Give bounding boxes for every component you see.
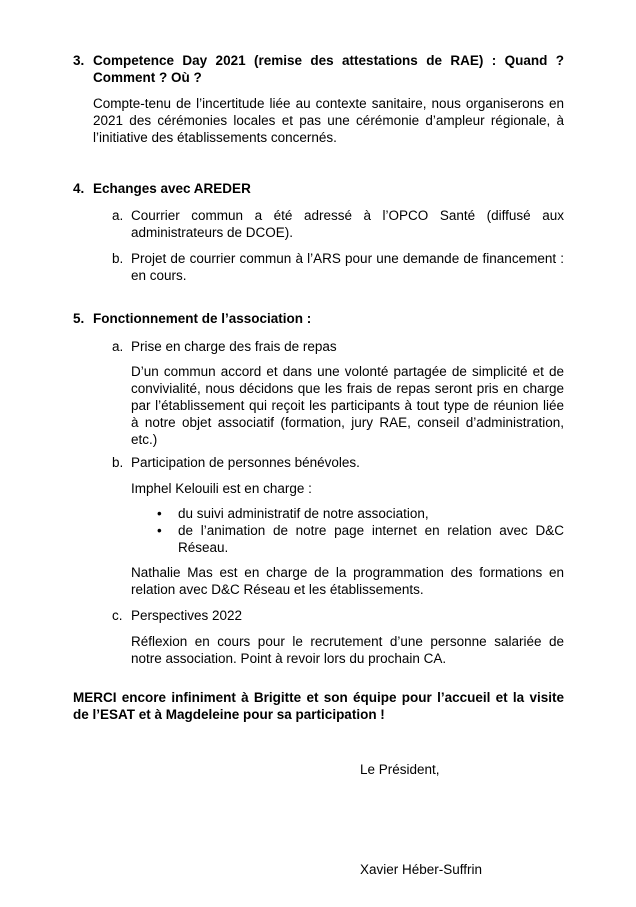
item-c-text: Perspectives 2022: [131, 608, 243, 623]
item-b-bullet-list: [73, 505, 564, 556]
bullet-icon: •: [157, 506, 162, 521]
item-a-paragraph: D’un commun accord et dans une volonté partagée de simplicité et de convivialité, nous décidons que les frais de repas seront pris en charge par l’établissement qui reçoit les participants à tout type de réunion liée à notre objet associatif (formation, jury RAE, conseil d’administration, etc.): [131, 364, 564, 447]
item-c-letter: c.: [112, 608, 123, 623]
signature-role: Le Président,: [360, 762, 440, 777]
item-a-text: Courrier commun a été adressé à l’OPCO Santé (diffusé aux administrateurs de DCOE).: [131, 208, 564, 240]
item-b-intro: Imphel Kelouili est en charge :: [131, 481, 312, 496]
section-5-item-c: [73, 607, 564, 624]
section-3-paragraph: Compte-tenu de l’incertitude liée au contexte sanitaire, nous organiserons en 2021 des cérémonies locales et pas une cérémonie d’ampleur régionale, à l’initiative des établissements concernés.: [93, 96, 564, 145]
section-4-item-b: [73, 250, 564, 284]
item-b-letter: b.: [112, 251, 124, 266]
bullet-icon: •: [157, 523, 162, 538]
item-c-paragraph: Réflexion en cours pour le recrutement d’une personne salariée de notre association. Point à revoir lors du prochain CA.: [131, 634, 564, 666]
section-4-number: 4.: [73, 181, 85, 196]
section-5-title: Fonctionnement de l’association :: [93, 311, 312, 326]
section-3-heading: [73, 52, 564, 86]
section-4-heading: [73, 180, 564, 197]
item-a-letter: a.: [112, 208, 124, 223]
section-5-number: 5.: [73, 311, 85, 326]
item-a-letter: a.: [112, 339, 124, 354]
section-4-item-a: [73, 207, 564, 241]
signature-name: Xavier Héber-Suffrin: [360, 862, 483, 877]
section-5-heading: [73, 310, 564, 327]
section-4-title: Echanges avec AREDER: [93, 181, 251, 196]
item-b-note: Nathalie Mas est en charge de la programmation des formations en relation avec D&C Réseau et les établissements.: [131, 565, 564, 597]
bullet-item: [73, 522, 564, 556]
bullet-text: du suivi administratif de notre association,: [178, 506, 429, 521]
item-b-letter: b.: [112, 455, 124, 470]
item-b-text: Participation de personnes bénévoles.: [131, 455, 360, 470]
bullet-item: [73, 505, 564, 522]
section-5-item-a: [73, 338, 564, 355]
item-b-text: Projet de courrier commun à l’ARS pour une demande de financement : en cours.: [131, 251, 564, 283]
closing-paragraph: MERCI encore infiniment à Brigitte et son équipe pour l’accueil et la visite de l’ESAT et à Magdeleine pour sa participation !: [73, 690, 564, 722]
section-3-title: Competence Day 2021 (remise des attestations de RAE) : Quand ? Comment ? Où ?: [93, 53, 564, 85]
section-5-item-b: [73, 454, 564, 471]
section-3-number: 3.: [73, 53, 85, 68]
bullet-text: de l’animation de notre page internet en relation avec D&C Réseau.: [178, 523, 564, 555]
item-a-text: Prise en charge des frais de repas: [131, 339, 337, 354]
